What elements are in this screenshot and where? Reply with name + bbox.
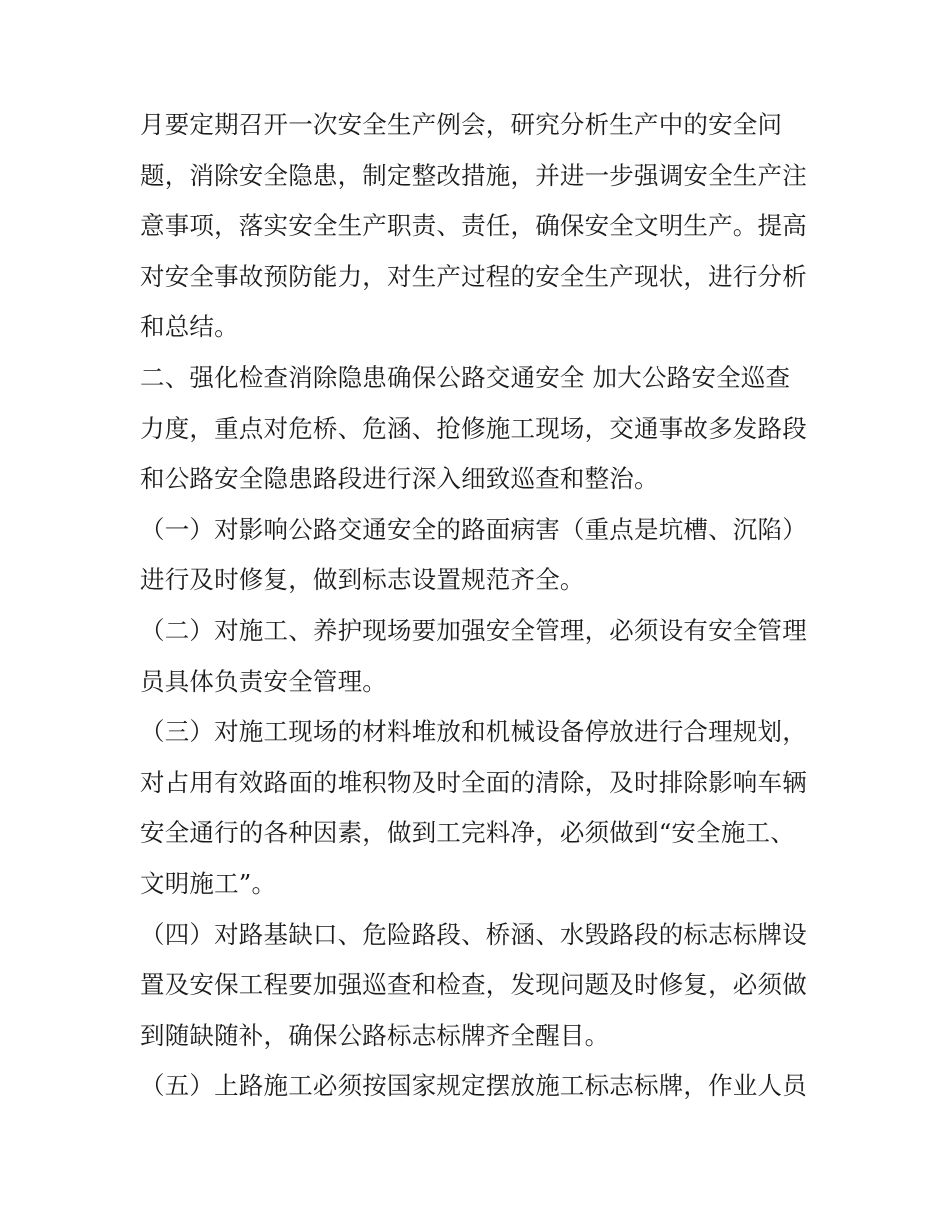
document-body <box>140 100 812 1112</box>
text-line: 题，消除安全隐患，制定整改措施，并进一步强调安全生产注 <box>140 160 807 190</box>
list-item-line: （五）上路施工必须按国家规定摆放施工标志标牌，作业人员 <box>140 1071 807 1101</box>
text-line: 和总结。 <box>140 312 239 342</box>
section-heading-line: 二、强化检查消除隐患确保公路交通安全 加大公路安全巡查 <box>140 362 791 392</box>
text-line: 到随缺随补，确保公路标志标牌齐全醒目。 <box>140 1020 610 1050</box>
list-item-line: （三）对施工现场的材料堆放和机械设备停放进行合理规划， <box>140 717 807 747</box>
text-line: 对安全事故预防能力，对生产过程的安全生产现状，进行分析 <box>140 261 807 291</box>
text-line: 员具体负责安全管理。 <box>140 666 387 696</box>
text-line: 文明施工”。 <box>140 868 277 898</box>
text-line: 意事项，落实安全生产职责、责任，确保安全文明生产。提高 <box>140 211 807 241</box>
list-item-line: （二）对施工、养护现场要加强安全管理，必须设有安全管理 <box>140 615 807 645</box>
text-line: 月要定期召开一次安全生产例会，研究分析生产中的安全问 <box>140 110 783 139</box>
text-line: 对占用有效路面的堆积物及时全面的清除，及时排除影响车辆 <box>140 767 807 797</box>
text-line: 进行及时修复，做到标志设置规范齐全。 <box>140 565 585 595</box>
text-line: 置及安保工程要加强巡查和检查，发现问题及时修复，必须做 <box>140 970 807 1000</box>
list-item-line: （一）对影响公路交通安全的路面病害（重点是坑槽、沉陷） <box>140 514 807 544</box>
text-line: 安全通行的各种因素，做到工完料净，必须做到“安全施工、 <box>140 818 795 848</box>
text-line: 和公路安全隐患路段进行深入细致巡查和整治。 <box>140 464 659 494</box>
text-line: 力度，重点对危桥、危涵、抢修施工现场，交通事故多发路段 <box>140 413 807 443</box>
list-item-line: （四）对路基缺口、危险路段、桥涵、水毁路段的标志标牌设 <box>140 919 807 949</box>
